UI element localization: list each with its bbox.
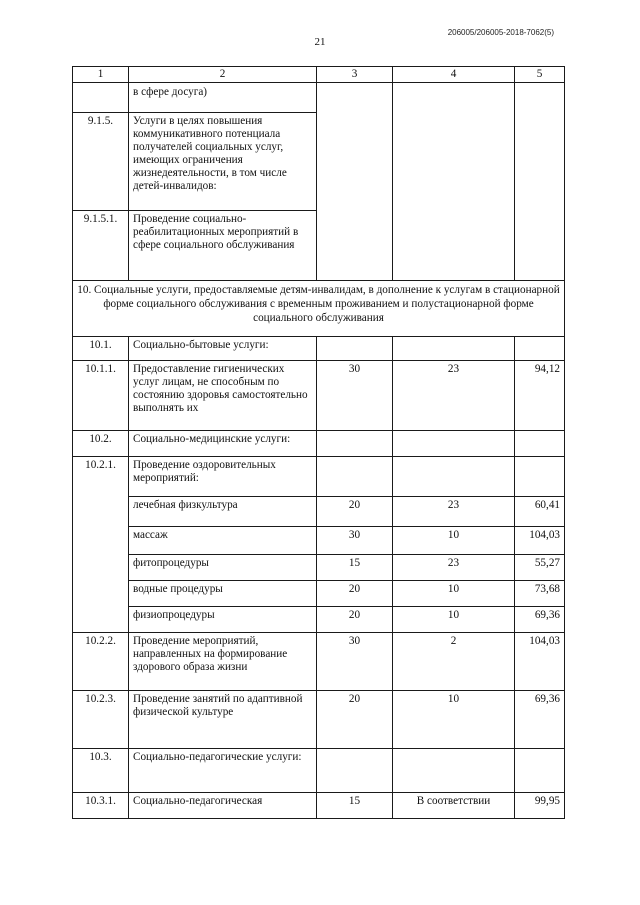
row-description: водные процедуры [129, 581, 317, 607]
header-col-4: 4 [393, 67, 515, 83]
row-value-4: 23 [393, 361, 515, 431]
row-value-4 [393, 83, 515, 281]
row-value-4 [393, 431, 515, 457]
row-value-4: 10 [393, 527, 515, 555]
table-row [73, 497, 565, 527]
row-value-4: 23 [393, 497, 515, 527]
table-row [73, 527, 565, 555]
row-value-4: 10 [393, 607, 515, 633]
row-description: Социально-медицинские услуги: [129, 431, 317, 457]
row-description: Проведение занятий по адаптивной физической культуре [129, 691, 317, 749]
header-col-2: 2 [129, 67, 317, 83]
row-description: Предоставление гигиенических услуг лицам, не способным по состоянию здоровья самостоятельно выполнять их [129, 361, 317, 431]
row-value-3 [317, 749, 393, 793]
row-value-5 [515, 749, 565, 793]
row-description: Проведение социально-реабилитационных мероприятий в сфере социального обслуживания [129, 211, 317, 281]
services-table [72, 66, 565, 819]
row-number: 10.2.3. [73, 691, 129, 749]
row-value-3: 30 [317, 361, 393, 431]
row-number: 10.3.1. [73, 793, 129, 819]
row-description: Социально-бытовые услуги: [129, 337, 317, 361]
row-value-5: 104,03 [515, 527, 565, 555]
row-value-4 [393, 457, 515, 497]
row-description: массаж [129, 527, 317, 555]
row-value-4 [393, 749, 515, 793]
row-value-3: 20 [317, 607, 393, 633]
section-heading: 10. Социальные услуги, предоставляемые детям-инвалидам, в дополнение к услугам в стационарной форме социального обслуживания с временным проживанием и полустационарной форме социального обслуживания [73, 281, 565, 337]
header-col-1: 1 [73, 67, 129, 83]
row-value-4: 10 [393, 581, 515, 607]
section-row [73, 281, 565, 337]
row-number: 10.2. [73, 431, 129, 457]
row-number: 10.2.1. [73, 457, 129, 633]
row-description: фитопроцедуры [129, 555, 317, 581]
row-value-4: 23 [393, 555, 515, 581]
row-value-3: 15 [317, 793, 393, 819]
row-value-4: 2 [393, 633, 515, 691]
row-value-4: В соответствии [393, 793, 515, 819]
row-description: физиопроцедуры [129, 607, 317, 633]
header-col-5: 5 [515, 67, 565, 83]
table-row [73, 361, 565, 431]
header-col-3: 3 [317, 67, 393, 83]
row-description: в сфере досуга) [129, 83, 317, 113]
table-row [73, 749, 565, 793]
row-description: Услуги в целях повышения коммуникативного потенциала получателей социальных услуг, имеющих ограничения жизнедеятельности, в том числе детей-инвалидов: [129, 113, 317, 211]
table-row [73, 633, 565, 691]
row-value-5: 55,27 [515, 555, 565, 581]
row-value-5: 99,95 [515, 793, 565, 819]
table-row [73, 793, 565, 819]
row-value-3: 20 [317, 497, 393, 527]
row-value-5: 60,41 [515, 497, 565, 527]
row-number: 10.2.2. [73, 633, 129, 691]
row-value-5 [515, 431, 565, 457]
row-value-5 [515, 457, 565, 497]
row-number: 10.1.1. [73, 361, 129, 431]
row-value-5: 73,68 [515, 581, 565, 607]
row-description: Проведение оздоровительных мероприятий: [129, 457, 317, 497]
row-value-4 [393, 337, 515, 361]
row-number: 10.1. [73, 337, 129, 361]
row-number: 10.3. [73, 749, 129, 793]
table-row [73, 431, 565, 457]
row-description: Проведение мероприятий, направленных на формирование здорового образа жизни [129, 633, 317, 691]
row-number [73, 83, 129, 113]
table-row [73, 337, 565, 361]
row-value-5: 69,36 [515, 607, 565, 633]
row-value-5: 69,36 [515, 691, 565, 749]
table-row [73, 581, 565, 607]
row-value-3 [317, 457, 393, 497]
row-value-3 [317, 83, 393, 281]
row-number: 9.1.5. [73, 113, 129, 211]
row-value-5 [515, 83, 565, 281]
table-row [73, 83, 565, 113]
row-value-5: 104,03 [515, 633, 565, 691]
table-row [73, 691, 565, 749]
table-row [73, 457, 565, 497]
row-value-3: 20 [317, 581, 393, 607]
row-description: Социально-педагогическая [129, 793, 317, 819]
document-id: 206005/206005-2018-7062(5) [447, 28, 554, 37]
row-value-5 [515, 337, 565, 361]
row-number: 9.1.5.1. [73, 211, 129, 281]
row-value-3: 20 [317, 691, 393, 749]
row-value-3: 30 [317, 527, 393, 555]
header-row [73, 67, 565, 83]
row-description: Социально-педагогические услуги: [129, 749, 317, 793]
page-number: 21 [314, 36, 326, 48]
table-row [73, 555, 565, 581]
table-row [73, 607, 565, 633]
row-value-4: 10 [393, 691, 515, 749]
row-description: лечебная физкультура [129, 497, 317, 527]
row-value-5: 94,12 [515, 361, 565, 431]
row-value-3 [317, 337, 393, 361]
row-value-3 [317, 431, 393, 457]
row-value-3: 30 [317, 633, 393, 691]
row-value-3: 15 [317, 555, 393, 581]
